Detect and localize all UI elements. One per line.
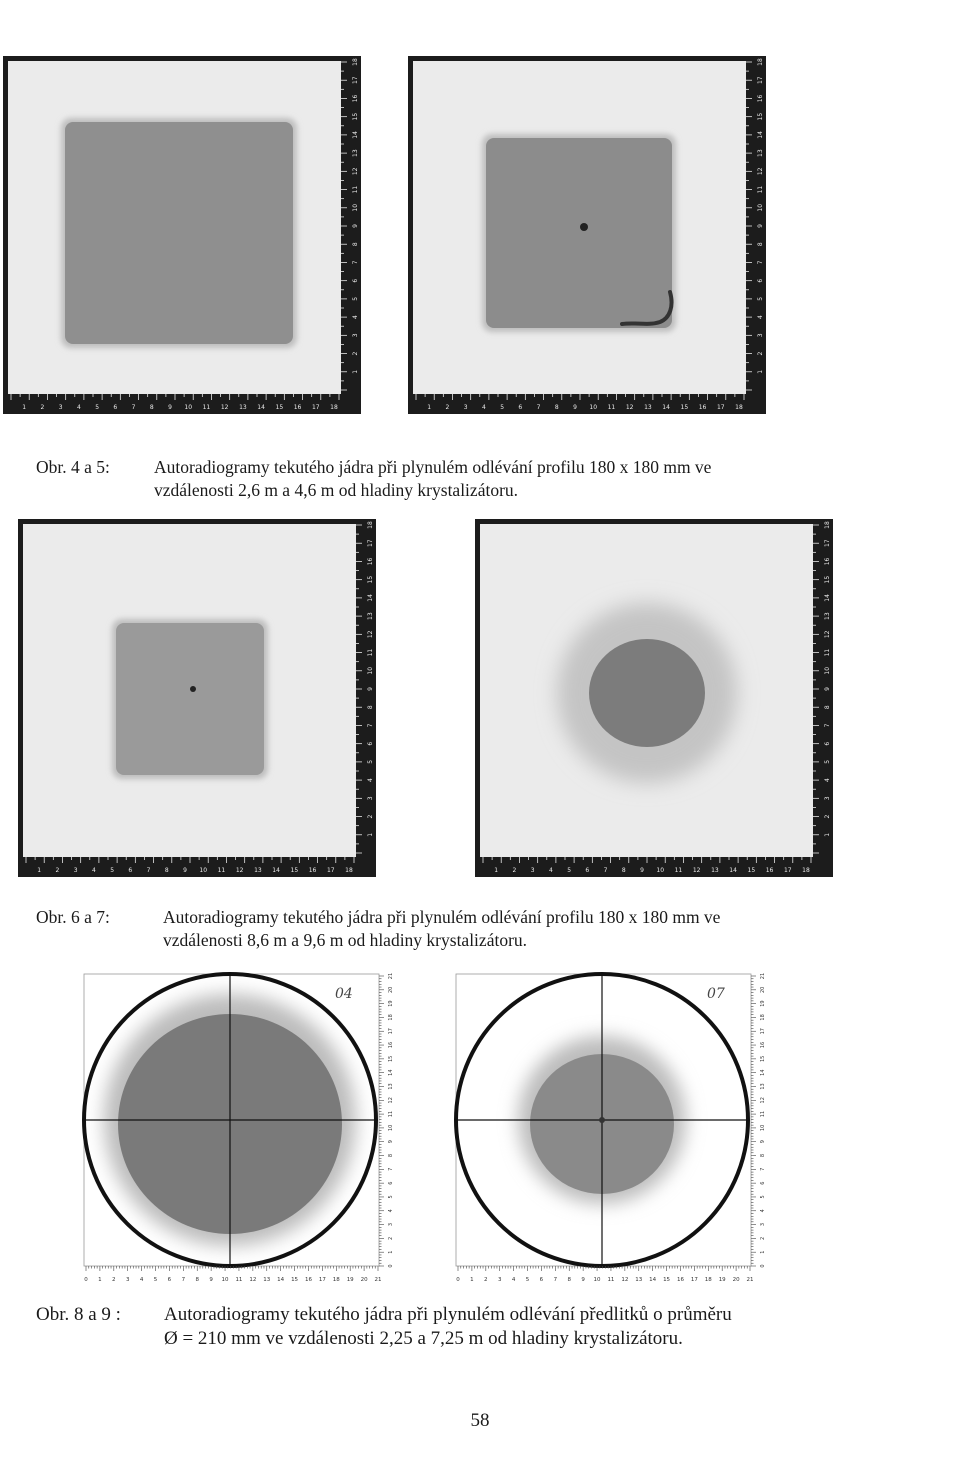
ruler-label-x: 14 bbox=[272, 867, 280, 874]
ruler-label-y: 15 bbox=[367, 575, 374, 584]
ruler-label-x: 19 bbox=[346, 1277, 354, 1283]
ruler-label-y: 16 bbox=[757, 94, 764, 103]
center-spot bbox=[599, 1117, 605, 1123]
caption-text-line2: vzdálenosti 8,6 m a 9,6 m od hladiny krystalizátoru. bbox=[163, 930, 528, 950]
ruler-label-x: 2 bbox=[484, 1277, 488, 1283]
ruler-label-x: 12 bbox=[625, 404, 634, 411]
ruler-label-y: 2 bbox=[824, 814, 831, 819]
ruler-label-y: 13 bbox=[824, 612, 831, 620]
ruler-label-y: 6 bbox=[367, 741, 374, 746]
ruler-label-y: 1 bbox=[757, 369, 764, 374]
ruler-label-y: 6 bbox=[760, 1181, 766, 1185]
ruler-label-y: 15 bbox=[757, 112, 764, 121]
ruler-label-x: 20 bbox=[732, 1277, 740, 1283]
ruler-label-y: 7 bbox=[367, 723, 374, 728]
ruler-label-x: 8 bbox=[149, 404, 154, 411]
page-number: 58 bbox=[470, 1410, 490, 1431]
autoradiogram-image bbox=[475, 519, 833, 877]
ruler-label-x: 12 bbox=[249, 1277, 257, 1283]
ruler-label-y: 4 bbox=[757, 315, 764, 320]
ruler-label-y: 9 bbox=[352, 224, 359, 228]
ruler-label-x: 16 bbox=[308, 867, 317, 874]
ruler-label-y: 0 bbox=[388, 1264, 394, 1268]
ruler-label-y: 21 bbox=[388, 972, 394, 980]
autoradiogram-image bbox=[18, 519, 376, 877]
ruler-label-x: 6 bbox=[585, 867, 590, 874]
ruler-label-y: 3 bbox=[388, 1222, 394, 1227]
ruler-label-y: 3 bbox=[757, 333, 764, 338]
caption-obr4-5 bbox=[36, 456, 916, 502]
ruler-label-x: 17 bbox=[690, 1277, 698, 1283]
ruler-label-y: 15 bbox=[388, 1055, 394, 1063]
liquid-core-region bbox=[65, 122, 293, 344]
ruler-label-x: 15 bbox=[290, 867, 299, 874]
ruler-label-y: 7 bbox=[757, 260, 764, 265]
ruler-label-x: 17 bbox=[318, 1277, 326, 1283]
ruler-label-y: 5 bbox=[760, 1195, 766, 1199]
figure-obr5 bbox=[408, 56, 766, 414]
ruler-label-y: 8 bbox=[757, 242, 764, 247]
ruler-label-x: 2 bbox=[112, 1277, 116, 1283]
ruler-label-x: 14 bbox=[729, 867, 737, 874]
ruler-label-y: 17 bbox=[367, 539, 374, 548]
ruler-label-x: 8 bbox=[567, 1277, 571, 1283]
ruler-label-y: 0 bbox=[760, 1264, 766, 1268]
ruler-label-x: 2 bbox=[40, 404, 45, 411]
ruler-label-x: 2 bbox=[512, 867, 517, 874]
ruler-label-x: 5 bbox=[500, 404, 505, 411]
ruler-label-y: 1 bbox=[367, 832, 374, 837]
ruler-label-y: 16 bbox=[367, 557, 374, 566]
ruler-label-y: 2 bbox=[388, 1236, 394, 1240]
ruler-label-y: 9 bbox=[757, 224, 764, 228]
autoradiogram-image bbox=[408, 56, 766, 414]
ruler-label-x: 5 bbox=[153, 1277, 158, 1283]
caption-label: Obr. 8 a 9 : bbox=[36, 1304, 121, 1325]
ruler-label-x: 6 bbox=[167, 1277, 172, 1283]
ruler-label-x: 12 bbox=[692, 867, 701, 874]
ruler-label-x: 12 bbox=[621, 1277, 629, 1283]
ruler-label-x: 10 bbox=[589, 404, 598, 411]
ruler-label-y: 6 bbox=[757, 278, 764, 283]
ruler-label-y: 6 bbox=[824, 741, 831, 746]
ruler-label-y: 18 bbox=[760, 1014, 766, 1021]
ruler-label-x: 13 bbox=[263, 1277, 271, 1283]
ruler-label-x: 5 bbox=[525, 1277, 530, 1283]
ruler-label-y: 8 bbox=[824, 705, 831, 710]
autoradiogram-image bbox=[3, 56, 361, 414]
ruler-label-x: 10 bbox=[656, 867, 665, 874]
ruler-label-x: 18 bbox=[802, 867, 810, 874]
ruler-label-x: 9 bbox=[183, 867, 187, 874]
ruler-label-y: 12 bbox=[824, 630, 831, 639]
ruler-label-x: 17 bbox=[326, 867, 335, 874]
ruler-label-x: 4 bbox=[511, 1277, 516, 1283]
ruler-label-y: 13 bbox=[757, 149, 764, 157]
ruler-label-x: 17 bbox=[311, 404, 320, 411]
ruler-label-x: 15 bbox=[747, 867, 756, 874]
ruler-label-x: 7 bbox=[603, 867, 608, 874]
ruler-label-y: 7 bbox=[760, 1167, 766, 1171]
ruler-label-y: 9 bbox=[367, 687, 374, 691]
ruler-label-x: 3 bbox=[58, 404, 63, 411]
ruler-label-x: 4 bbox=[76, 404, 81, 411]
ruler-label-y: 5 bbox=[367, 759, 374, 764]
ruler-label-x: 8 bbox=[164, 867, 169, 874]
ruler-label-y: 6 bbox=[388, 1181, 394, 1185]
ruler-label-y: 16 bbox=[760, 1041, 766, 1049]
ruler-label-x: 4 bbox=[548, 867, 553, 874]
ruler-label-x: 13 bbox=[635, 1277, 643, 1283]
ruler-label-y: 4 bbox=[367, 778, 374, 783]
ruler-label-y: 5 bbox=[824, 759, 831, 764]
ruler-label-y: 13 bbox=[388, 1083, 394, 1090]
ruler-label-y: 7 bbox=[824, 723, 831, 728]
ruler-label-x: 21 bbox=[374, 1277, 382, 1283]
caption-label: Obr. 4 a 5: bbox=[36, 457, 110, 477]
figure-obr8 bbox=[80, 970, 395, 1285]
ruler-label-y: 2 bbox=[757, 351, 764, 356]
ruler-label-y: 16 bbox=[352, 94, 359, 103]
ruler-label-x: 6 bbox=[113, 404, 118, 411]
ruler-label-x: 10 bbox=[593, 1277, 601, 1283]
ruler-label-x: 7 bbox=[553, 1277, 558, 1283]
ruler-label-y: 11 bbox=[760, 1110, 766, 1118]
ruler-label-y: 12 bbox=[760, 1097, 766, 1104]
ruler-label-y: 7 bbox=[352, 260, 359, 265]
ruler-label-y: 20 bbox=[760, 986, 766, 993]
center-spot bbox=[580, 223, 588, 231]
liquid-core-region bbox=[116, 623, 264, 775]
ruler-label-x: 1 bbox=[470, 1277, 474, 1283]
ruler-label-x: 16 bbox=[293, 404, 302, 411]
ruler-label-y: 12 bbox=[757, 167, 764, 176]
ruler-label-y: 17 bbox=[388, 1028, 394, 1035]
ruler-label-x: 15 bbox=[663, 1277, 671, 1283]
ruler-label-y: 12 bbox=[352, 167, 359, 176]
ruler-label-y: 15 bbox=[824, 575, 831, 584]
ruler-label-y: 3 bbox=[352, 333, 359, 338]
ruler-label-x: 8 bbox=[554, 404, 559, 411]
ruler-label-x: 11 bbox=[202, 404, 211, 411]
ruler-label-x: 9 bbox=[640, 867, 644, 874]
ruler-label-x: 15 bbox=[275, 404, 284, 411]
ruler-label-y: 18 bbox=[824, 521, 831, 529]
ruler-label-x: 13 bbox=[644, 404, 652, 411]
ruler-label-y: 14 bbox=[352, 131, 359, 139]
liquid-core-region bbox=[486, 138, 672, 328]
ruler-label-y: 20 bbox=[388, 986, 394, 993]
ruler-label-x: 15 bbox=[680, 404, 689, 411]
ruler-label-x: 0 bbox=[84, 1277, 88, 1283]
ruler-label-x: 0 bbox=[456, 1277, 460, 1283]
ruler-label-y: 14 bbox=[760, 1069, 766, 1076]
ruler-label-x: 16 bbox=[765, 867, 774, 874]
ruler-label-x: 7 bbox=[146, 867, 151, 874]
ruler-label-x: 12 bbox=[220, 404, 229, 411]
ruler-label-y: 8 bbox=[367, 705, 374, 710]
ruler-label-y: 9 bbox=[824, 687, 831, 691]
ruler-label-y: 9 bbox=[760, 1140, 766, 1144]
ruler-label-y: 14 bbox=[757, 131, 764, 139]
ruler-label-x: 9 bbox=[168, 404, 172, 411]
ruler-label-y: 4 bbox=[352, 315, 359, 320]
ruler-label-y: 4 bbox=[824, 778, 831, 783]
ruler-label-y: 10 bbox=[367, 666, 374, 675]
ruler-label-x: 2 bbox=[55, 867, 60, 874]
ruler-label-x: 18 bbox=[345, 867, 353, 874]
ruler-label-x: 7 bbox=[536, 404, 541, 411]
liquid-core-region bbox=[589, 639, 705, 747]
ruler-label-x: 19 bbox=[718, 1277, 726, 1283]
caption-obr8-9 bbox=[36, 1303, 916, 1351]
ruler-label-x: 8 bbox=[621, 867, 626, 874]
ruler-label-y: 18 bbox=[352, 58, 359, 66]
ruler-label-x: 10 bbox=[221, 1277, 229, 1283]
ruler-label-y: 12 bbox=[367, 630, 374, 639]
ruler-label-x: 13 bbox=[239, 404, 247, 411]
ruler-label-y: 11 bbox=[824, 648, 831, 657]
caption-obr6-7 bbox=[36, 906, 916, 952]
ruler-label-x: 20 bbox=[360, 1277, 368, 1283]
ruler-label-y: 5 bbox=[757, 296, 764, 301]
ruler-label-x: 4 bbox=[481, 404, 486, 411]
ruler-label-y: 5 bbox=[388, 1195, 394, 1199]
ruler-label-x: 18 bbox=[332, 1277, 340, 1283]
ruler-label-y: 14 bbox=[388, 1069, 394, 1076]
ruler-label-y: 10 bbox=[352, 203, 359, 212]
ruler-label-x: 21 bbox=[746, 1277, 754, 1283]
ruler-label-x: 12 bbox=[235, 867, 244, 874]
ruler-label-x: 14 bbox=[257, 404, 265, 411]
ruler-label-y: 18 bbox=[388, 1014, 394, 1021]
ruler-label-x: 4 bbox=[91, 867, 96, 874]
ruler-label-x: 1 bbox=[22, 404, 27, 411]
ruler-label-x: 8 bbox=[195, 1277, 199, 1283]
ruler-label-y: 13 bbox=[352, 149, 359, 157]
ruler-label-x: 4 bbox=[139, 1277, 144, 1283]
ruler-label-x: 6 bbox=[518, 404, 523, 411]
ruler-label-y: 8 bbox=[388, 1153, 394, 1158]
ruler-label-y: 15 bbox=[760, 1055, 766, 1063]
ruler-label-y: 10 bbox=[760, 1124, 766, 1132]
ruler-label-x: 3 bbox=[463, 404, 468, 411]
ruler-label-x: 17 bbox=[783, 867, 792, 874]
ruler-label-y: 2 bbox=[367, 814, 374, 819]
ruler-label-y: 13 bbox=[760, 1083, 766, 1090]
ruler-label-y: 17 bbox=[760, 1028, 766, 1035]
ruler-label-x: 11 bbox=[607, 1277, 615, 1283]
ruler-label-x: 11 bbox=[607, 404, 616, 411]
ruler-label-x: 1 bbox=[98, 1277, 102, 1283]
ruler-label-y: 21 bbox=[760, 972, 766, 980]
ruler-label-x: 6 bbox=[128, 867, 133, 874]
caption-text-line1: Autoradiogramy tekutého jádra při plynulém odlévání profilu 180 x 180 mm ve bbox=[154, 457, 712, 477]
ruler-label-y: 1 bbox=[352, 369, 359, 374]
ruler-label-y: 14 bbox=[367, 594, 374, 602]
ruler-label-y: 11 bbox=[757, 185, 764, 194]
ruler-label-x: 3 bbox=[497, 1277, 502, 1283]
ruler-label-y: 11 bbox=[352, 185, 359, 194]
ruler-label-y: 7 bbox=[388, 1167, 394, 1171]
ruler-label-x: 9 bbox=[209, 1277, 213, 1283]
figure-obr7 bbox=[475, 519, 833, 877]
ruler-label-y: 2 bbox=[352, 351, 359, 356]
ruler-label-y: 1 bbox=[760, 1250, 766, 1254]
ruler-label-x: 5 bbox=[95, 404, 100, 411]
ruler-label-x: 3 bbox=[125, 1277, 130, 1283]
ruler-label-y: 11 bbox=[388, 1110, 394, 1118]
ruler-label-y: 8 bbox=[760, 1153, 766, 1158]
ruler-label-y: 18 bbox=[367, 521, 374, 529]
ruler-label-y: 6 bbox=[352, 278, 359, 283]
ruler-label-y: 12 bbox=[388, 1097, 394, 1104]
ruler-label-x: 18 bbox=[704, 1277, 712, 1283]
ruler-label-y: 17 bbox=[824, 539, 831, 548]
ruler-label-x: 15 bbox=[291, 1277, 299, 1283]
ruler-label-x: 2 bbox=[445, 404, 450, 411]
handwritten-mark: 04 bbox=[335, 986, 353, 1002]
ruler-label-y: 1 bbox=[388, 1250, 394, 1254]
ruler-label-y: 1 bbox=[824, 832, 831, 837]
figure-obr9 bbox=[452, 970, 767, 1285]
ruler-label-x: 10 bbox=[184, 404, 193, 411]
ruler-label-x: 5 bbox=[567, 867, 572, 874]
handwritten-mark: 07 bbox=[707, 986, 725, 1002]
ruler-label-x: 18 bbox=[330, 404, 338, 411]
ruler-label-x: 11 bbox=[217, 867, 226, 874]
ruler-label-y: 2 bbox=[760, 1236, 766, 1240]
ruler-label-x: 11 bbox=[235, 1277, 243, 1283]
caption-text-line2: Ø = 210 mm ve vzdálenosti 2,25 a 7,25 m od hladiny krystalizátoru. bbox=[164, 1328, 683, 1349]
caption-label: Obr. 6 a 7: bbox=[36, 907, 110, 927]
ruler-label-x: 1 bbox=[494, 867, 499, 874]
ruler-label-x: 3 bbox=[73, 867, 78, 874]
ruler-label-y: 19 bbox=[388, 1000, 394, 1007]
ruler-label-y: 13 bbox=[367, 612, 374, 620]
ruler-label-y: 16 bbox=[388, 1041, 394, 1049]
ruler-label-x: 16 bbox=[676, 1277, 684, 1283]
ruler-label-y: 17 bbox=[757, 76, 764, 85]
ruler-label-y: 17 bbox=[352, 76, 359, 85]
ruler-label-x: 9 bbox=[581, 1277, 585, 1283]
center-spot bbox=[190, 686, 196, 692]
ruler-label-y: 15 bbox=[352, 112, 359, 121]
ruler-label-y: 3 bbox=[824, 796, 831, 801]
caption-text-line2: vzdálenosti 2,6 m a 4,6 m od hladiny krystalizátoru. bbox=[154, 480, 519, 500]
ruler-label-x: 14 bbox=[277, 1277, 285, 1283]
ruler-label-y: 16 bbox=[824, 557, 831, 566]
figure-obr6 bbox=[18, 519, 376, 877]
figure-obr4 bbox=[3, 56, 361, 414]
ruler-label-y: 10 bbox=[757, 203, 764, 212]
ruler-label-y: 9 bbox=[388, 1140, 394, 1144]
ruler-label-y: 3 bbox=[760, 1222, 766, 1227]
ruler-label-x: 10 bbox=[199, 867, 208, 874]
ruler-label-y: 4 bbox=[388, 1209, 394, 1213]
ruler-label-x: 6 bbox=[539, 1277, 544, 1283]
ruler-label-y: 10 bbox=[388, 1124, 394, 1132]
ruler-label-x: 1 bbox=[37, 867, 42, 874]
ruler-label-x: 9 bbox=[573, 404, 577, 411]
ruler-label-x: 18 bbox=[735, 404, 743, 411]
ruler-label-x: 5 bbox=[110, 867, 115, 874]
ruler-label-x: 16 bbox=[698, 404, 707, 411]
ruler-label-y: 3 bbox=[367, 796, 374, 801]
ruler-label-x: 7 bbox=[181, 1277, 186, 1283]
ruler-label-x: 3 bbox=[530, 867, 535, 874]
ruler-label-y: 10 bbox=[824, 666, 831, 675]
ruler-label-y: 18 bbox=[757, 58, 764, 66]
autoradiogram-image bbox=[80, 970, 395, 1285]
ruler-label-x: 14 bbox=[649, 1277, 657, 1283]
ruler-label-x: 17 bbox=[716, 404, 725, 411]
ruler-label-x: 1 bbox=[427, 404, 432, 411]
ruler-label-y: 11 bbox=[367, 648, 374, 657]
ruler-label-y: 14 bbox=[824, 594, 831, 602]
ruler-label-y: 4 bbox=[760, 1209, 766, 1213]
autoradiogram-image bbox=[452, 970, 767, 1285]
ruler-label-x: 13 bbox=[254, 867, 262, 874]
ruler-label-x: 7 bbox=[131, 404, 136, 411]
ruler-label-y: 19 bbox=[760, 1000, 766, 1007]
ruler-label-y: 5 bbox=[352, 296, 359, 301]
ruler-label-y: 8 bbox=[352, 242, 359, 247]
ruler-label-x: 16 bbox=[304, 1277, 312, 1283]
ruler-label-x: 14 bbox=[662, 404, 670, 411]
caption-text-line1: Autoradiogramy tekutého jádra při plynulém odlévání profilu 180 x 180 mm ve bbox=[163, 907, 721, 927]
ruler-label-x: 13 bbox=[711, 867, 719, 874]
ruler-label-x: 11 bbox=[674, 867, 683, 874]
caption-text-line1: Autoradiogramy tekutého jádra při plynulém odlévání předlitků o průměru bbox=[164, 1304, 732, 1325]
